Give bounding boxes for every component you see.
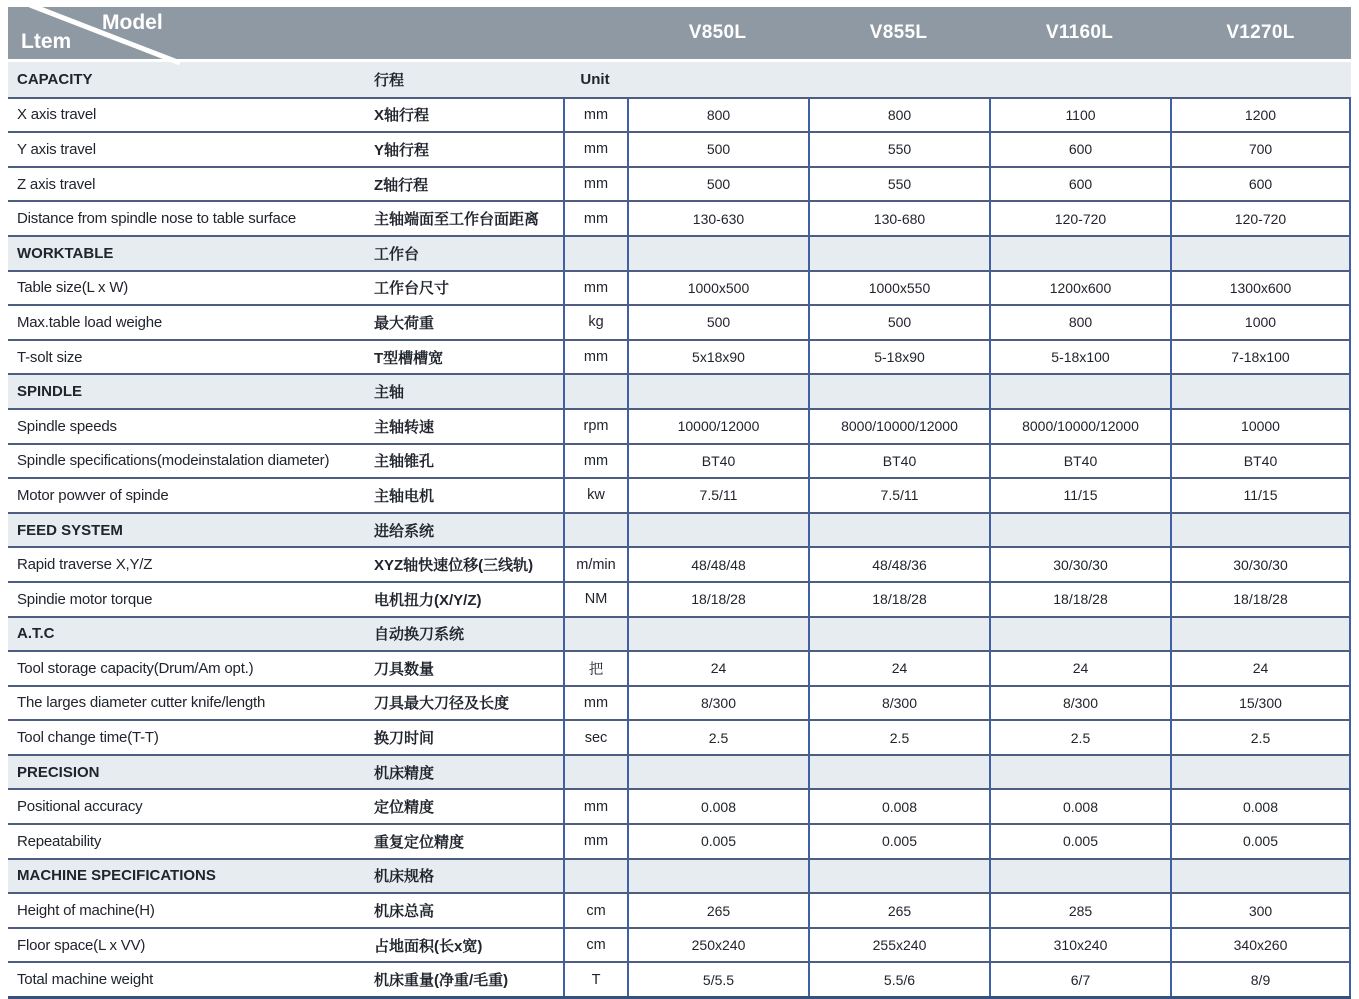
value-cell: 24 — [1170, 652, 1351, 685]
value-cell: 1300x600 — [1170, 272, 1351, 305]
value-cell: 8/300 — [989, 687, 1170, 720]
spec-name-cn: X轴行程 — [374, 107, 430, 125]
corner-model-label: Model — [102, 11, 163, 34]
value-cell: 24 — [808, 652, 989, 685]
value-cell: 310x240 — [989, 929, 1170, 962]
spec-name-en: Total machine weight — [17, 971, 154, 989]
section-name-en: FEED SYSTEM — [17, 521, 123, 539]
section-empty-cell — [989, 62, 1170, 97]
value-cell: 500 — [627, 133, 808, 166]
value-cell: 5.5/6 — [808, 963, 989, 996]
section-empty-cell — [627, 375, 808, 408]
spec-row — [8, 304, 1351, 339]
section-name-cn: 自动换刀系统 — [374, 626, 465, 644]
unit-cell: mm — [563, 133, 627, 166]
section-header-row — [8, 512, 1351, 547]
value-cell: 8/300 — [627, 687, 808, 720]
unit-cell: 把 — [563, 652, 627, 685]
unit-cell: cm — [563, 894, 627, 927]
model-header-v855l: V855L — [869, 22, 928, 43]
spec-name-en: Height of machine(H) — [17, 902, 155, 920]
section-empty-cell — [989, 860, 1170, 893]
value-cell: 18/18/28 — [1170, 583, 1351, 616]
value-cell: BT40 — [1170, 445, 1351, 478]
spec-row — [8, 961, 1351, 996]
value-cell: 700 — [1170, 133, 1351, 166]
section-name-en: WORKTABLE — [17, 244, 114, 262]
spec-name-en: X axis travel — [17, 106, 97, 124]
unit-cell: T — [563, 963, 627, 996]
spec-name-cn: 定位精度 — [374, 799, 435, 817]
value-cell: 2.5 — [989, 721, 1170, 754]
section-header-row — [8, 235, 1351, 270]
section-name-cn: 机床规格 — [374, 868, 435, 886]
spec-row — [8, 823, 1351, 858]
value-cell: 265 — [627, 894, 808, 927]
value-cell: 0.008 — [1170, 790, 1351, 823]
table-header-row — [8, 7, 1351, 59]
spec-name-en: Tool storage capacity(Drum/Am opt.) — [17, 659, 254, 677]
section-empty-cell — [808, 514, 989, 547]
section-empty-cell — [1170, 756, 1351, 789]
value-cell: 285 — [989, 894, 1170, 927]
value-cell: 11/15 — [989, 479, 1170, 512]
spec-name-en: Positional accuracy — [17, 798, 143, 816]
value-cell: 2.5 — [627, 721, 808, 754]
spec-name-cn: 占地面积(长x宽) — [374, 937, 483, 955]
spec-row — [8, 131, 1351, 166]
unit-cell: mm — [563, 168, 627, 201]
value-cell: 8/9 — [1170, 963, 1351, 996]
spec-name-cn: 电机扭力(X/Y/Z) — [374, 591, 482, 609]
section-empty-cell — [627, 756, 808, 789]
spec-name-cn: 主轴端面至工作台面距离 — [374, 211, 540, 229]
value-cell: 0.005 — [1170, 825, 1351, 858]
spec-name-en: Tool change time(T-T) — [17, 729, 159, 747]
section-empty-cell — [1170, 62, 1351, 97]
section-empty-cell — [1170, 237, 1351, 270]
spec-name-en: Spindle specifications(modeinstalation diameter) — [17, 452, 330, 470]
spec-name-en: Rapid traverse X,Y/Z — [17, 556, 153, 574]
section-empty-cell — [1170, 375, 1351, 408]
spec-name-cn: 工作台尺寸 — [374, 280, 450, 298]
value-cell: 10000 — [1170, 410, 1351, 443]
value-cell: 8000/10000/12000 — [808, 410, 989, 443]
value-cell: 0.008 — [989, 790, 1170, 823]
spec-name-en: The larges diameter cutter knife/length — [17, 694, 266, 712]
value-cell: 1200x600 — [989, 272, 1170, 305]
value-cell: 48/48/48 — [627, 548, 808, 581]
value-cell: 550 — [808, 133, 989, 166]
section-name-cn: 主轴 — [374, 384, 405, 402]
section-empty-cell — [808, 62, 989, 97]
spec-name-cn: Y轴行程 — [374, 141, 430, 159]
value-cell: 120-720 — [1170, 202, 1351, 235]
value-cell: 2.5 — [1170, 721, 1351, 754]
unit-cell: cm — [563, 929, 627, 962]
section-empty-cell — [627, 62, 808, 97]
corner-item-label: Ltem — [21, 30, 72, 53]
value-cell: 24 — [627, 652, 808, 685]
unit-cell: sec — [563, 721, 627, 754]
spec-name-cn: Z轴行程 — [374, 176, 429, 194]
value-cell: 500 — [808, 306, 989, 339]
model-header-v1160l: V1160L — [1045, 22, 1114, 43]
spec-name-cn: 机床总高 — [374, 903, 435, 921]
value-cell: 8000/10000/12000 — [989, 410, 1170, 443]
diagonal-divider — [8, 7, 627, 59]
value-cell: 800 — [627, 99, 808, 132]
value-cell: 11/15 — [1170, 479, 1351, 512]
spec-name-cn: 换刀时间 — [374, 730, 435, 748]
value-cell: BT40 — [627, 445, 808, 478]
spec-row — [8, 477, 1351, 512]
spec-name-en: Spindle speeds — [17, 417, 117, 435]
value-cell: 18/18/28 — [808, 583, 989, 616]
value-cell: 7-18x100 — [1170, 341, 1351, 374]
section-empty-cell — [627, 237, 808, 270]
spec-name-cn: 主轴锥孔 — [374, 453, 435, 471]
spec-name-en: Z axis travel — [17, 175, 96, 193]
unit-header-cell: Unit — [580, 70, 610, 88]
value-cell: BT40 — [989, 445, 1170, 478]
spec-name-cn: 最大荷重 — [374, 314, 435, 332]
spec-row — [8, 927, 1351, 962]
spec-name-cn: 主轴电机 — [374, 487, 435, 505]
section-name-cn: 机床精度 — [374, 764, 435, 782]
section-empty-cell — [989, 237, 1170, 270]
unit-header-cell — [563, 860, 627, 893]
value-cell: 30/30/30 — [989, 548, 1170, 581]
section-name-en: SPINDLE — [17, 383, 83, 401]
spec-row — [8, 892, 1351, 927]
value-cell: 1000x500 — [627, 272, 808, 305]
value-cell: 15/300 — [1170, 687, 1351, 720]
section-empty-cell — [627, 618, 808, 651]
section-empty-cell — [989, 756, 1170, 789]
spec-row — [8, 200, 1351, 235]
spec-name-en: Table size(L x W) — [17, 279, 129, 297]
spec-name-cn: 重复定位精度 — [374, 833, 465, 851]
unit-cell: NM — [563, 583, 627, 616]
value-cell: 600 — [989, 168, 1170, 201]
value-cell: 2.5 — [808, 721, 989, 754]
section-empty-cell — [808, 756, 989, 789]
value-cell: 600 — [989, 133, 1170, 166]
section-empty-cell — [1170, 514, 1351, 547]
table-body — [8, 62, 1351, 999]
value-cell: 30/30/30 — [1170, 548, 1351, 581]
value-cell: 7.5/11 — [627, 479, 808, 512]
section-empty-cell — [808, 618, 989, 651]
value-cell: 550 — [808, 168, 989, 201]
unit-cell: mm — [563, 272, 627, 305]
section-name-en: CAPACITY — [17, 70, 93, 88]
value-cell: 48/48/36 — [808, 548, 989, 581]
value-cell: BT40 — [808, 445, 989, 478]
section-empty-cell — [808, 375, 989, 408]
section-empty-cell — [989, 618, 1170, 651]
value-cell: 10000/12000 — [627, 410, 808, 443]
value-cell: 1000x550 — [808, 272, 989, 305]
value-cell: 0.005 — [627, 825, 808, 858]
section-empty-cell — [1170, 860, 1351, 893]
unit-header-cell — [563, 237, 627, 270]
section-name-cn: 进给系统 — [374, 522, 435, 540]
section-header-row — [8, 616, 1351, 651]
spec-name-en: Distance from spindle nose to table surface — [17, 210, 297, 228]
section-name-en: MACHINE SPECIFICATIONS — [17, 867, 216, 885]
value-cell: 0.008 — [808, 790, 989, 823]
section-empty-cell — [1170, 618, 1351, 651]
unit-cell: mm — [563, 687, 627, 720]
section-empty-cell — [989, 514, 1170, 547]
spec-name-en: Y axis travel — [17, 140, 96, 158]
spec-row — [8, 443, 1351, 478]
value-cell: 1200 — [1170, 99, 1351, 132]
spec-table — [8, 7, 1351, 999]
value-cell: 18/18/28 — [989, 583, 1170, 616]
section-empty-cell — [808, 860, 989, 893]
value-cell: 265 — [808, 894, 989, 927]
spec-row — [8, 97, 1351, 132]
value-cell: 0.008 — [627, 790, 808, 823]
value-cell: 1100 — [989, 99, 1170, 132]
value-cell: 18/18/28 — [627, 583, 808, 616]
value-cell: 6/7 — [989, 963, 1170, 996]
model-header-v1270l: V1270L — [1226, 22, 1295, 43]
spec-row — [8, 270, 1351, 305]
value-cell: 130-680 — [808, 202, 989, 235]
value-cell: 5-18x100 — [989, 341, 1170, 374]
spec-row — [8, 339, 1351, 374]
value-cell: 0.005 — [808, 825, 989, 858]
value-cell: 340x260 — [1170, 929, 1351, 962]
spec-name-cn: 刀具数量 — [374, 660, 435, 678]
section-header-row — [8, 62, 1351, 97]
value-cell: 800 — [808, 99, 989, 132]
section-empty-cell — [808, 237, 989, 270]
value-cell: 5-18x90 — [808, 341, 989, 374]
section-empty-cell — [627, 514, 808, 547]
spec-name-en: Max.table load weighe — [17, 313, 163, 331]
value-cell: 800 — [989, 306, 1170, 339]
unit-cell: mm — [563, 825, 627, 858]
value-cell: 130-630 — [627, 202, 808, 235]
unit-header-cell — [563, 375, 627, 408]
spec-row — [8, 788, 1351, 823]
value-cell: 120-720 — [989, 202, 1170, 235]
section-name-cn: 工作台 — [374, 245, 420, 263]
unit-cell: kw — [563, 479, 627, 512]
spec-name-cn: 主轴转速 — [374, 418, 435, 436]
spec-row — [8, 685, 1351, 720]
section-header-row — [8, 373, 1351, 408]
spec-row — [8, 546, 1351, 581]
corner-cell — [8, 7, 627, 59]
unit-cell: mm — [563, 202, 627, 235]
unit-cell: mm — [563, 790, 627, 823]
section-header-row — [8, 858, 1351, 893]
section-name-en: A.T.C — [17, 625, 55, 643]
value-cell: 8/300 — [808, 687, 989, 720]
unit-cell: mm — [563, 99, 627, 132]
unit-header-cell — [563, 756, 627, 789]
spec-name-en: Repeatability — [17, 832, 102, 850]
section-empty-cell — [989, 375, 1170, 408]
section-name-en: PRECISION — [17, 763, 100, 781]
section-empty-cell — [627, 860, 808, 893]
value-cell: 0.005 — [989, 825, 1170, 858]
value-cell: 24 — [989, 652, 1170, 685]
unit-cell: mm — [563, 445, 627, 478]
section-header-row — [8, 754, 1351, 789]
value-cell: 255x240 — [808, 929, 989, 962]
spec-name-cn: 机床重量(净重/毛重) — [374, 972, 509, 990]
unit-cell: kg — [563, 306, 627, 339]
value-cell: 300 — [1170, 894, 1351, 927]
spec-name-en: T-solt size — [17, 348, 83, 366]
spec-name-cn: XYZ轴快速位移(三线轨) — [374, 557, 534, 575]
section-name-cn: 行程 — [374, 71, 405, 89]
spec-row — [8, 581, 1351, 616]
spec-row — [8, 166, 1351, 201]
spec-name-en: Spindie motor torque — [17, 590, 153, 608]
unit-cell: mm — [563, 341, 627, 374]
unit-cell: m/min — [563, 548, 627, 581]
value-cell: 600 — [1170, 168, 1351, 201]
value-cell: 1000 — [1170, 306, 1351, 339]
spec-row — [8, 408, 1351, 443]
spec-name-en: Motor powver of spinde — [17, 486, 169, 504]
spec-name-en: Floor space(L x VV) — [17, 936, 146, 954]
value-cell: 250x240 — [627, 929, 808, 962]
value-cell: 500 — [627, 168, 808, 201]
spec-row — [8, 650, 1351, 685]
spec-name-cn: 刀具最大刀径及长度 — [374, 695, 510, 713]
unit-cell: rpm — [563, 410, 627, 443]
unit-header-cell — [563, 514, 627, 547]
spec-row — [8, 719, 1351, 754]
value-cell: 500 — [627, 306, 808, 339]
unit-header-cell — [563, 618, 627, 651]
spec-name-cn: T型槽槽宽 — [374, 349, 444, 367]
model-header-v850l: V850L — [688, 22, 747, 43]
value-cell: 5/5.5 — [627, 963, 808, 996]
value-cell: 7.5/11 — [808, 479, 989, 512]
value-cell: 5x18x90 — [627, 341, 808, 374]
